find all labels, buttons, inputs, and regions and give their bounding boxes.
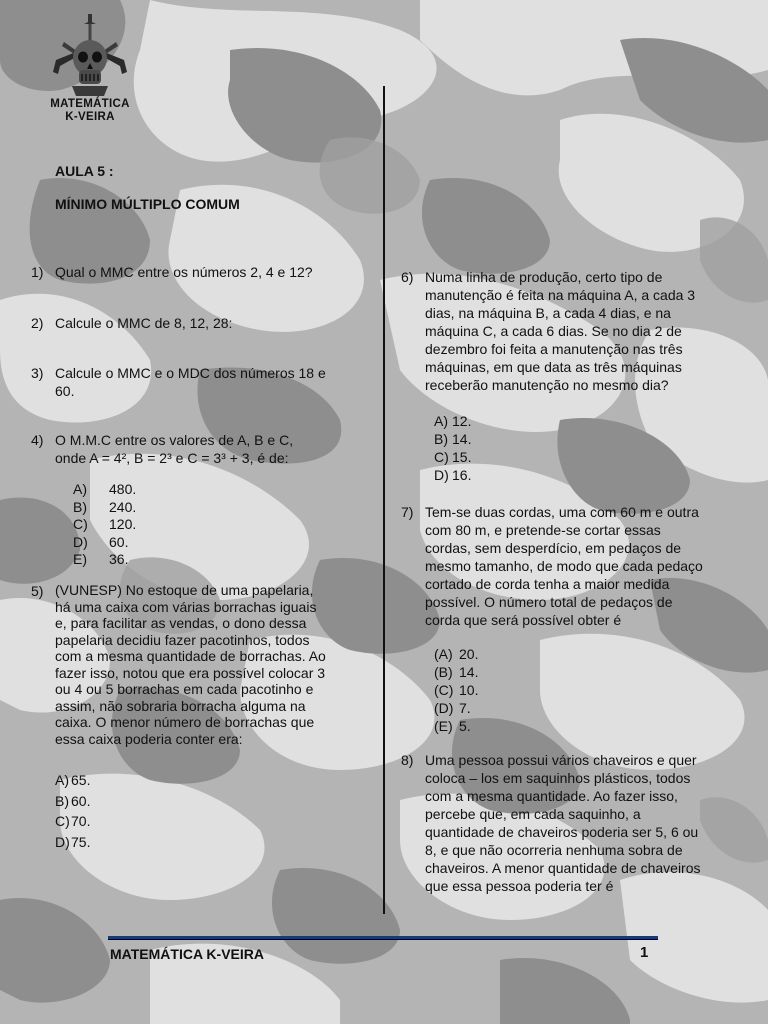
question-text [425, 751, 735, 895]
question-number: 4) [31, 432, 44, 448]
question-line: essa caixa poderia conter era: [55, 730, 243, 747]
option[interactable]: A) 12. [434, 413, 472, 429]
question-line: percebe que, em cada saquinho, a [425, 806, 641, 822]
question-text [425, 268, 735, 394]
option[interactable]: E) 36. [73, 551, 129, 567]
option[interactable]: A) 65. [55, 772, 91, 788]
question-line: assim, não sobraria borracha alguma na [55, 697, 306, 714]
question-line: mesmo tamanho, de modo que cada pedaço [425, 558, 703, 574]
question-line: possível. O número total de pedaços de [425, 594, 673, 610]
page-number: 1 [640, 944, 649, 961]
question-number: 2) [31, 315, 44, 331]
question-line: que essa pessoa poderia ter é [425, 878, 614, 894]
logo [34, 12, 146, 124]
option[interactable]: C) 15. [434, 449, 472, 465]
question-line: 8, e que não ocorreria nenhuma sobra de [425, 842, 683, 858]
footer-title: MATEMÁTICA K-VEIRA [110, 946, 264, 962]
question-text [55, 582, 357, 747]
question-line: manutenção é feita na máquina A, a cada 3 [425, 287, 696, 303]
question-line: papelaria decidiu fazer pacotinhos, todos [55, 631, 310, 648]
question-line: Calcule o MMC de 8, 12, 28: [55, 315, 233, 331]
option[interactable]: A) 480. [73, 481, 137, 497]
question-text [425, 503, 735, 629]
option[interactable]: C)70. [55, 813, 91, 829]
question-line: ou 4 ou 5 borrachas em cada pacotinho e [55, 681, 314, 697]
option[interactable]: D) 16. [434, 467, 472, 483]
option[interactable]: (B) 14. [434, 664, 479, 680]
question-line: corda que será possível obter é [425, 612, 622, 628]
question-line: quantidade de chaveiros poderia ser 5, 6 ou [425, 824, 699, 840]
option[interactable]: B) 240. [73, 498, 137, 515]
question-line: máquina C, a cada 6 dias. Se no dia 2 de [425, 323, 682, 339]
logo-line-1: MATEMÁTICA [50, 98, 130, 110]
question-line: chaveiros. A menor quantidade de chaveiros [425, 860, 701, 876]
question-text [55, 263, 357, 281]
question-line: Numa linha de produção, certo tipo de [425, 269, 663, 285]
option[interactable]: B) 60. [55, 792, 91, 809]
lesson-title: AULA 5 : [55, 163, 114, 179]
skull-guns-emblem-icon [50, 12, 130, 98]
question-line: fazer isso, notou que era possível colocar 3 [55, 664, 326, 681]
question-number: 5) [31, 583, 44, 599]
option[interactable]: (C) 10. [434, 682, 479, 698]
option[interactable]: (D) 7. [434, 700, 471, 716]
question-line: O M.M.C entre os valores de A, B e C, [55, 432, 294, 448]
question-line: coloca – los em saquinhos plásticos, todos [425, 770, 691, 786]
question-line: com a mesma quantidade de borrachas. Ao [55, 648, 326, 664]
logo-line-2: K-VEIRA [65, 111, 115, 123]
option[interactable]: (E) 5. [434, 718, 471, 734]
question-line: com a mesma quantidade. Ao fazer isso, [425, 788, 678, 804]
question-number: 6) [401, 269, 414, 285]
footer-rule [108, 936, 658, 940]
question-line: dias, na máquina B, a cada 4 dias, e na [425, 305, 671, 321]
option[interactable]: (A) 20. [434, 646, 479, 662]
question-line: Calcule o MMC e o MDC dos números 18 e [55, 365, 326, 381]
question-text [55, 364, 357, 400]
question-line: com 80 m, e pretende-se cortar essas [425, 522, 661, 538]
question-line: e, para facilitar as vendas, o dono dessa [55, 615, 307, 631]
question-number: 3) [31, 365, 44, 381]
question-line: 60. [55, 383, 75, 399]
question-line: máquinas, em que data as três máquinas [425, 359, 682, 375]
lesson-subtitle: MÍNIMO MÚLTIPLO COMUM [55, 196, 240, 212]
option[interactable]: C) 120. [73, 516, 137, 532]
question-line: há uma caixa com várias borrachas iguais [55, 598, 317, 615]
question-text [55, 314, 357, 332]
question-number: 8) [401, 752, 414, 768]
question-number: 7) [401, 504, 414, 520]
question-7-options [434, 645, 478, 735]
question-5-options [55, 770, 90, 852]
option[interactable]: B) 14. [434, 431, 472, 447]
question-6-options [434, 412, 471, 484]
question-line: cordas, sem desperdício, em pedaços de [425, 540, 682, 556]
question-line: caixa. O menor número de borrachas que [55, 714, 315, 730]
option[interactable]: D)75. [55, 833, 91, 850]
question-line: dezembro foi feita a manutenção nas três [425, 341, 683, 357]
question-4-options [73, 481, 136, 569]
question-line: cortado de corda tenha a maior medida [425, 576, 670, 592]
question-line: Tem-se duas cordas, uma com 60 m e outra [425, 504, 699, 520]
question-number: 1) [31, 264, 44, 280]
question-line: receberão manutenção no mesmo dia? [425, 377, 669, 393]
option[interactable]: D) 60. [73, 533, 129, 550]
question-text [55, 431, 357, 467]
column-divider [383, 86, 385, 914]
question-line: (VUNESP) No estoque de uma papelaria, [55, 582, 314, 598]
question-line: Uma pessoa possui vários chaveiros e quer [425, 752, 697, 768]
question-line: onde A = 4², B = 2³ e C = 3³ + 3, é de: [55, 450, 289, 466]
question-line: Qual o MMC entre os números 2, 4 e 12? [55, 264, 313, 280]
